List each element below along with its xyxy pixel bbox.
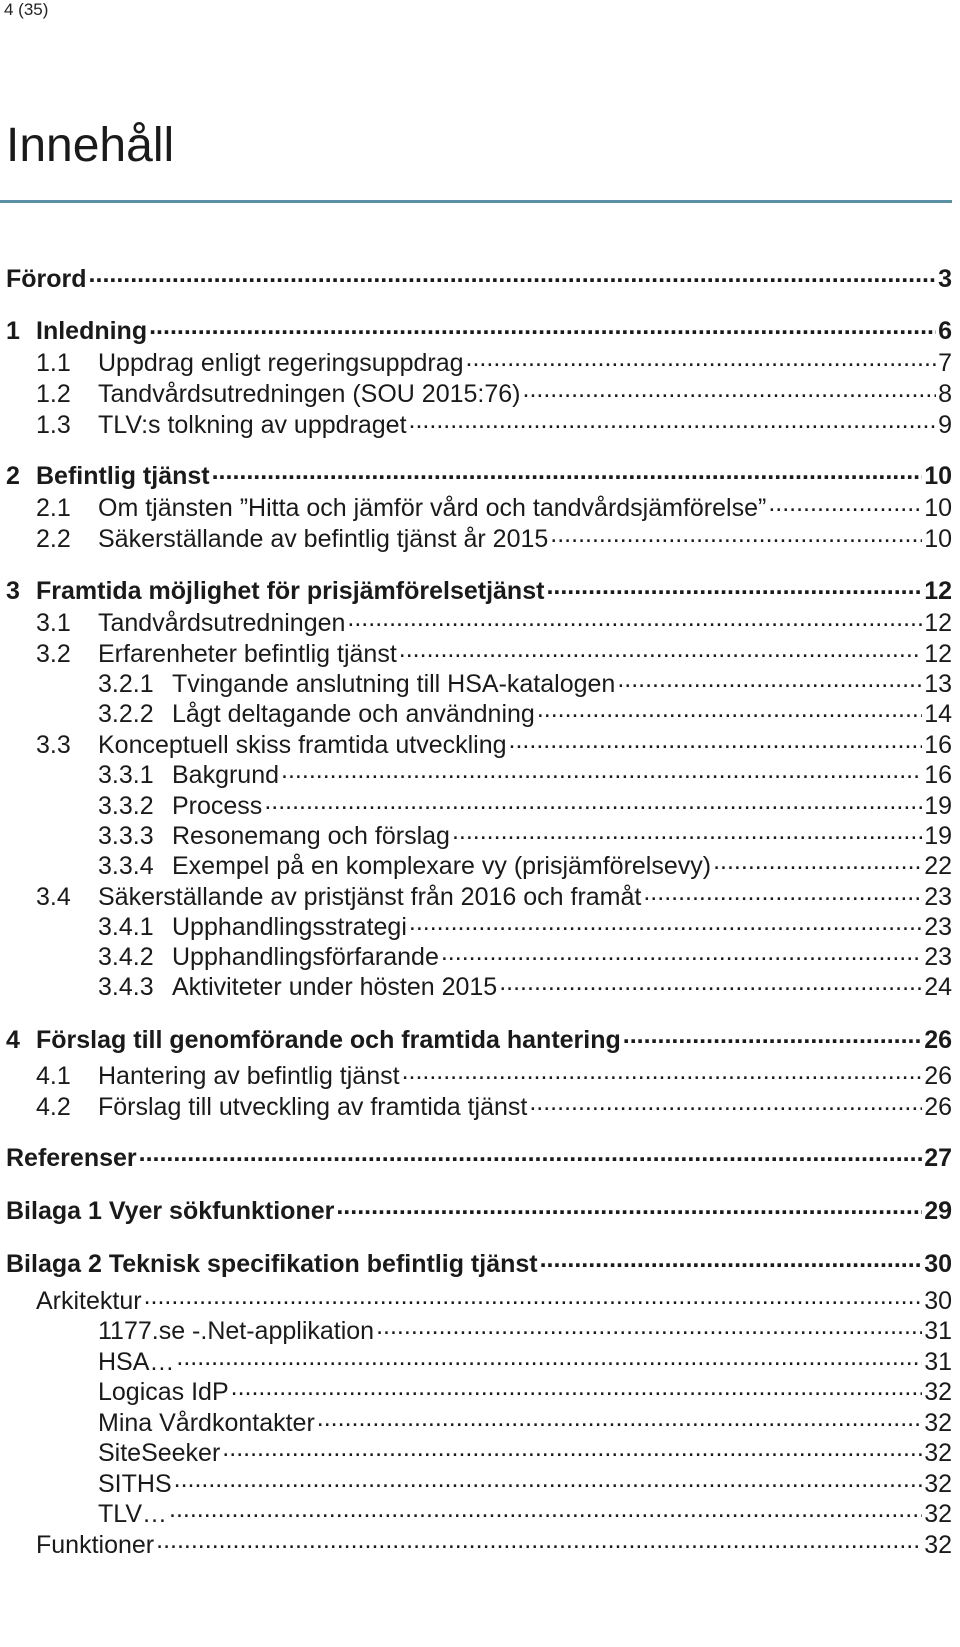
toc-entry-title: Förslag till utveckling av framtida tjänst: [98, 1093, 528, 1121]
toc-entry-page: 12: [924, 640, 952, 668]
toc-entry-page: 32: [924, 1409, 952, 1437]
dot-leader: [409, 910, 922, 935]
toc-entry-title: HSA…: [98, 1348, 175, 1376]
dot-leader: [156, 1528, 922, 1553]
dot-leader: [617, 667, 922, 692]
toc-entry-title: Säkerställande av befintlig tjänst år 2015: [98, 525, 549, 553]
toc-entry-page: 19: [924, 822, 952, 850]
toc-entry[interactable]: [36, 1090, 952, 1120]
dot-leader: [212, 459, 923, 484]
toc-entry-page: 24: [924, 973, 952, 1001]
toc-entry-number: 2.2: [36, 525, 71, 553]
toc-entry-title: Mina Vårdkontakter: [98, 1409, 315, 1437]
toc-entry-page: 23: [924, 943, 952, 971]
toc-entry-number: 3.4: [36, 883, 71, 911]
toc-entry-number: 3.2: [36, 640, 71, 668]
dot-leader: [768, 491, 922, 516]
toc-entry[interactable]: [6, 1194, 952, 1224]
toc-entry[interactable]: [6, 1141, 952, 1171]
dot-leader: [139, 1141, 923, 1166]
toc-entry-page: 10: [924, 525, 952, 553]
toc-entry-page: 8: [938, 380, 952, 408]
toc-entry-title: Funktioner: [36, 1531, 155, 1559]
toc-entry-number: 3.3: [36, 731, 71, 759]
toc-entry-number: 4.2: [36, 1093, 71, 1121]
toc-entry[interactable]: [98, 1375, 952, 1405]
toc-entry-page: 26: [924, 1093, 952, 1121]
toc-entry-title: Exempel på en komplexare vy (prisjämförelsevy): [172, 852, 712, 880]
toc-entry[interactable]: [98, 1314, 952, 1344]
toc-entry-title: Referenser: [6, 1144, 137, 1172]
toc-entry-title: Uppdrag enligt regeringsuppdrag: [98, 349, 464, 377]
toc-entry-number: 1.2: [36, 380, 71, 408]
dot-leader: [537, 697, 922, 722]
toc-entry-title: Förord: [6, 265, 87, 293]
dot-leader: [176, 1345, 922, 1370]
dot-leader: [402, 1059, 923, 1084]
toc-entry-title: Bilaga 2 Teknisk specifikation befintlig tjänst: [6, 1250, 538, 1278]
toc-entry-title: Tandvårdsutredningen (SOU 2015:76): [98, 380, 521, 408]
toc-entry-page: 22: [924, 852, 952, 880]
dot-leader: [347, 606, 922, 631]
toc-entry-page: 32: [924, 1470, 952, 1498]
toc-entry-number: 4: [6, 1026, 20, 1054]
toc-entry-title: Om tjänsten ”Hitta och jämför vård och tandvårdsjämförelse”: [98, 494, 767, 522]
toc-entry-page: 26: [924, 1062, 952, 1090]
toc-entry-title: Säkerställande av pristjänst från 2016 och framåt: [98, 883, 642, 911]
toc-entry-page: 6: [938, 317, 952, 345]
toc-entry-number: 2.1: [36, 494, 71, 522]
dot-leader: [529, 1090, 922, 1115]
toc-entry-title: Resonemang och förslag: [172, 822, 450, 850]
toc-entry-number: 3.2.2: [98, 700, 154, 728]
toc-entry-title: Arkitektur: [36, 1287, 142, 1315]
toc-entry[interactable]: [98, 1497, 952, 1527]
toc-entry-page: 12: [924, 577, 952, 605]
dot-leader: [174, 1467, 923, 1492]
toc-entry-page: 23: [924, 883, 952, 911]
dot-leader: [466, 346, 937, 371]
dot-leader: [281, 758, 922, 783]
dot-leader: [623, 1023, 922, 1048]
toc-entry[interactable]: [36, 880, 952, 910]
toc-entry-title: Befintlig tjänst: [36, 462, 210, 490]
dot-leader: [441, 940, 922, 965]
toc-entry[interactable]: [98, 940, 952, 970]
toc-entry-page: 26: [924, 1026, 952, 1054]
dot-leader: [222, 1436, 922, 1461]
toc-entry[interactable]: [98, 849, 952, 879]
dot-leader: [264, 789, 922, 814]
dot-leader: [409, 408, 937, 433]
toc-entry[interactable]: [98, 1436, 952, 1466]
title-divider: [0, 200, 952, 203]
toc-entry-title: Aktiviteter under hösten 2015: [172, 973, 498, 1001]
toc-entry[interactable]: [36, 1059, 952, 1089]
toc-entry-title: TLV…: [98, 1500, 167, 1528]
toc-entry-page: 7: [938, 349, 952, 377]
toc-entry-page: 32: [924, 1439, 952, 1467]
toc-entry[interactable]: [36, 408, 952, 438]
toc-entry[interactable]: [36, 728, 952, 758]
toc-entry-page: 9: [938, 411, 952, 439]
toc-entry-title: 1177.se -.Net-applikation: [98, 1317, 375, 1345]
toc-entry-page: 19: [924, 792, 952, 820]
dot-leader: [149, 314, 936, 339]
toc-entry-number: 3.1: [36, 609, 71, 637]
dot-leader: [643, 880, 922, 905]
dot-leader: [144, 1284, 923, 1309]
toc-entry-page: 13: [924, 670, 952, 698]
dot-leader: [509, 728, 923, 753]
dot-leader: [499, 970, 922, 995]
toc-entry[interactable]: [36, 637, 952, 667]
toc-entry-title: Framtida möjlighet för prisjämförelsetjänst: [36, 577, 545, 605]
toc-entry-page: 32: [924, 1378, 952, 1406]
dot-leader: [399, 637, 922, 662]
page-title: Innehåll: [6, 119, 175, 172]
toc-entry-page: 14: [924, 700, 952, 728]
toc-entry[interactable]: [36, 606, 952, 636]
toc-entry[interactable]: [98, 758, 952, 788]
toc-entry-page: 23: [924, 913, 952, 941]
dot-leader: [89, 262, 937, 287]
toc-entry-title: Lågt deltagande och användning: [172, 700, 535, 728]
dot-leader: [546, 574, 922, 599]
toc-entry-title: Tvingande anslutning till HSA-katalogen: [172, 670, 616, 698]
toc-entry-number: 3.4.3: [98, 973, 154, 1001]
toc-entry-page: 30: [924, 1287, 952, 1315]
toc-entry[interactable]: [98, 667, 952, 697]
toc-entry-page: 30: [924, 1250, 952, 1278]
toc-entry[interactable]: [98, 819, 952, 849]
dot-leader: [169, 1497, 922, 1522]
toc-entry[interactable]: [98, 910, 952, 940]
toc-entry-title: Bilaga 1 Vyer sökfunktioner: [6, 1197, 335, 1225]
toc-entry-number: 3.2.1: [98, 670, 154, 698]
dot-leader: [336, 1194, 922, 1219]
toc-entry[interactable]: [36, 1528, 952, 1558]
dot-leader: [523, 377, 937, 402]
toc-entry-page: 3: [938, 265, 952, 293]
toc-entry-title: Hantering av befintlig tjänst: [98, 1062, 400, 1090]
toc-entry-number: 4.1: [36, 1062, 71, 1090]
toc-entry-title: Upphandlingsförfarande: [172, 943, 439, 971]
toc-entry-page: 10: [924, 494, 952, 522]
toc-entry-number: 3.3.1: [98, 761, 154, 789]
dot-leader: [231, 1375, 923, 1400]
toc-entry[interactable]: [98, 970, 952, 1000]
toc-entry-title: Process: [172, 792, 263, 820]
toc-entry-title: Konceptuell skiss framtida utveckling: [98, 731, 507, 759]
toc-entry-page: 12: [924, 609, 952, 637]
toc-entry-title: Inledning: [36, 317, 148, 345]
toc-entry-title: Tandvårdsutredningen: [98, 609, 346, 637]
toc-entry-page: 29: [924, 1197, 952, 1225]
toc-entry-title: SiteSeeker: [98, 1439, 221, 1467]
toc-entry[interactable]: [6, 262, 952, 292]
toc-entry-page: 31: [924, 1348, 952, 1376]
toc-entry-title: Upphandlingsstrategi: [172, 913, 407, 941]
toc-entry-page: 27: [924, 1144, 952, 1172]
toc-entry[interactable]: [36, 377, 952, 407]
toc-entry-number: 3.3.3: [98, 822, 154, 850]
toc-entry-title: Erfarenheter befintlig tjänst: [98, 640, 397, 668]
toc-entry-number: 1.1: [36, 349, 71, 377]
toc-entry[interactable]: [36, 346, 952, 376]
dot-leader: [550, 522, 922, 547]
toc-entry[interactable]: [6, 314, 952, 344]
toc-entry[interactable]: [36, 491, 952, 521]
toc-entry[interactable]: [36, 1284, 952, 1314]
toc-entry-page: 32: [924, 1531, 952, 1559]
toc-entry[interactable]: [98, 789, 952, 819]
toc-entry-page: 10: [924, 462, 952, 490]
toc-entry[interactable]: [98, 1345, 952, 1375]
toc-entry-number: 3.4.1: [98, 913, 154, 941]
dot-leader: [452, 819, 922, 844]
toc-entry[interactable]: [6, 1023, 952, 1053]
dot-leader: [317, 1406, 922, 1431]
toc-entry-page: 16: [924, 761, 952, 789]
toc-entry-number: 1: [6, 317, 20, 345]
toc-entry-title: TLV:s tolkning av uppdraget: [98, 411, 407, 439]
toc-entry[interactable]: [6, 459, 952, 489]
dot-leader: [713, 849, 922, 874]
toc-entry-page: 16: [924, 731, 952, 759]
toc-entry[interactable]: [6, 1247, 952, 1277]
toc-entry-page: 32: [924, 1500, 952, 1528]
toc-entry[interactable]: [6, 574, 952, 604]
toc-entry-number: 3.3.4: [98, 852, 154, 880]
toc-entry-number: 1.3: [36, 411, 71, 439]
toc-entry[interactable]: [98, 1406, 952, 1436]
toc-entry[interactable]: [98, 697, 952, 727]
toc-entry[interactable]: [98, 1467, 952, 1497]
toc-entry-title: Förslag till genomförande och framtida hantering: [36, 1026, 621, 1054]
dot-leader: [376, 1314, 922, 1339]
toc-entry-number: 2: [6, 462, 20, 490]
toc-entry-page: 31: [924, 1317, 952, 1345]
toc-entry-title: Bakgrund: [172, 761, 280, 789]
toc-entry[interactable]: [36, 522, 952, 552]
toc-entry-number: 3.3.2: [98, 792, 154, 820]
toc-entry-number: 3: [6, 577, 20, 605]
toc-entry-number: 3.4.2: [98, 943, 154, 971]
dot-leader: [540, 1247, 923, 1272]
toc-entry-title: SITHS: [98, 1470, 172, 1498]
toc-entry-title: Logicas IdP: [98, 1378, 229, 1406]
page-number: 4 (35): [4, 0, 49, 19]
